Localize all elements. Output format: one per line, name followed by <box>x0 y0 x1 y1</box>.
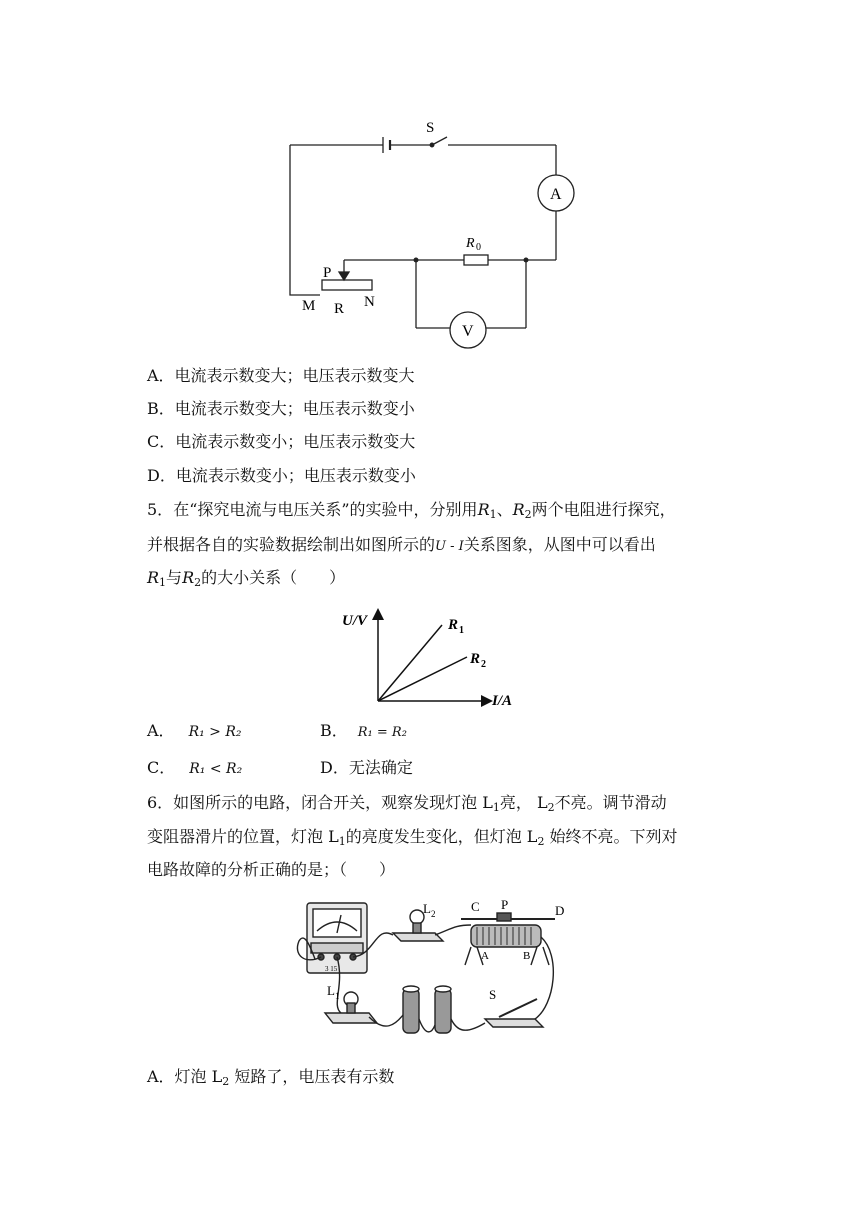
q5-option-b[interactable]: B． R₁ = R₂ <box>320 721 407 740</box>
q6-stem-line2: 变阻器滑片的位置，灯泡 $L_1$的亮度发生变化，但灯泡 $L_2$ 始终不亮。下列对 <box>147 827 678 848</box>
battery-2 <box>435 989 451 1033</box>
r2-label: R <box>470 651 481 667</box>
x-axis-label: I/A <box>492 693 513 708</box>
q6-stem-line3: 电路故障的分析正确的是；（ ） <box>147 860 396 879</box>
q6-option-a[interactable]: A．灯泡 $L_2$ 短路了，电压表有示数 <box>147 1067 395 1088</box>
l2-label: L <box>423 901 431 916</box>
ammeter-label: A <box>550 186 562 203</box>
q5-stem-line2: 并根据各自的实验数据绘制出如图所示的U - I关系图象，从图中可以看出 <box>147 535 656 554</box>
b-label: B <box>523 950 531 962</box>
svg-text:1: 1 <box>459 625 464 636</box>
c-label: C <box>471 899 480 914</box>
slider-label: P <box>323 265 332 281</box>
r1-label: R <box>448 617 459 633</box>
y-axis-label: U/V <box>342 613 368 629</box>
q5-option-d[interactable]: D．无法确定 <box>320 758 413 777</box>
q5-stem-line1: 5．在“探究电流与电压关系”的实验中，分别用$R_1$、$R_2$两个电阻进行探究， <box>147 500 676 521</box>
q6-stem-line1: 6．如图所示的电路，闭合开关，观察发现灯泡 $L_1$亮， $L_2$不亮。调节滑动 <box>147 793 667 814</box>
ui-graph <box>340 603 530 708</box>
q4-option-a[interactable]: A．电流表示数变大；电压表示数变大 <box>147 366 415 385</box>
switch-label: S <box>426 120 435 136</box>
svg-text:1: 1 <box>335 991 340 1001</box>
q4-option-c[interactable]: C．电流表示数变小；电压表示数变大 <box>147 432 416 451</box>
q4-option-b[interactable]: B．电流表示数变大；电压表示数变小 <box>147 399 415 418</box>
svg-text:0: 0 <box>476 242 481 253</box>
q5-option-a[interactable]: A． R₁ > R₂ <box>147 721 242 740</box>
d-label: D <box>555 903 565 918</box>
switch-lever <box>499 999 537 1017</box>
bulb-l2 <box>410 910 424 924</box>
s-label: S <box>489 987 497 1002</box>
svg-text:2: 2 <box>481 659 486 670</box>
rheostat-label: R <box>334 301 345 317</box>
l1-label: L <box>327 983 335 998</box>
line-r1 <box>378 625 442 701</box>
meter-scale-label: 3 15 <box>325 965 338 973</box>
end-m-label: M <box>302 298 316 314</box>
battery-1 <box>403 989 419 1033</box>
end-n-label: N <box>364 294 375 310</box>
q5-stem-line3: $R_1$与$R_2$的大小关系（ ） <box>147 568 346 589</box>
svg-text:2: 2 <box>431 909 436 919</box>
circuit-photo <box>285 895 575 1045</box>
p-label: P <box>501 897 509 912</box>
q5-option-c[interactable]: C． R₁ < R₂ <box>147 758 243 777</box>
r0-label: R <box>466 236 475 251</box>
line-r2 <box>378 657 467 701</box>
voltmeter-label: V <box>462 323 474 340</box>
circuit-diagram-rheostat <box>280 115 580 355</box>
a-label: A <box>481 950 489 962</box>
q4-option-d[interactable]: D．电流表示数变小；电压表示数变小 <box>147 466 416 485</box>
